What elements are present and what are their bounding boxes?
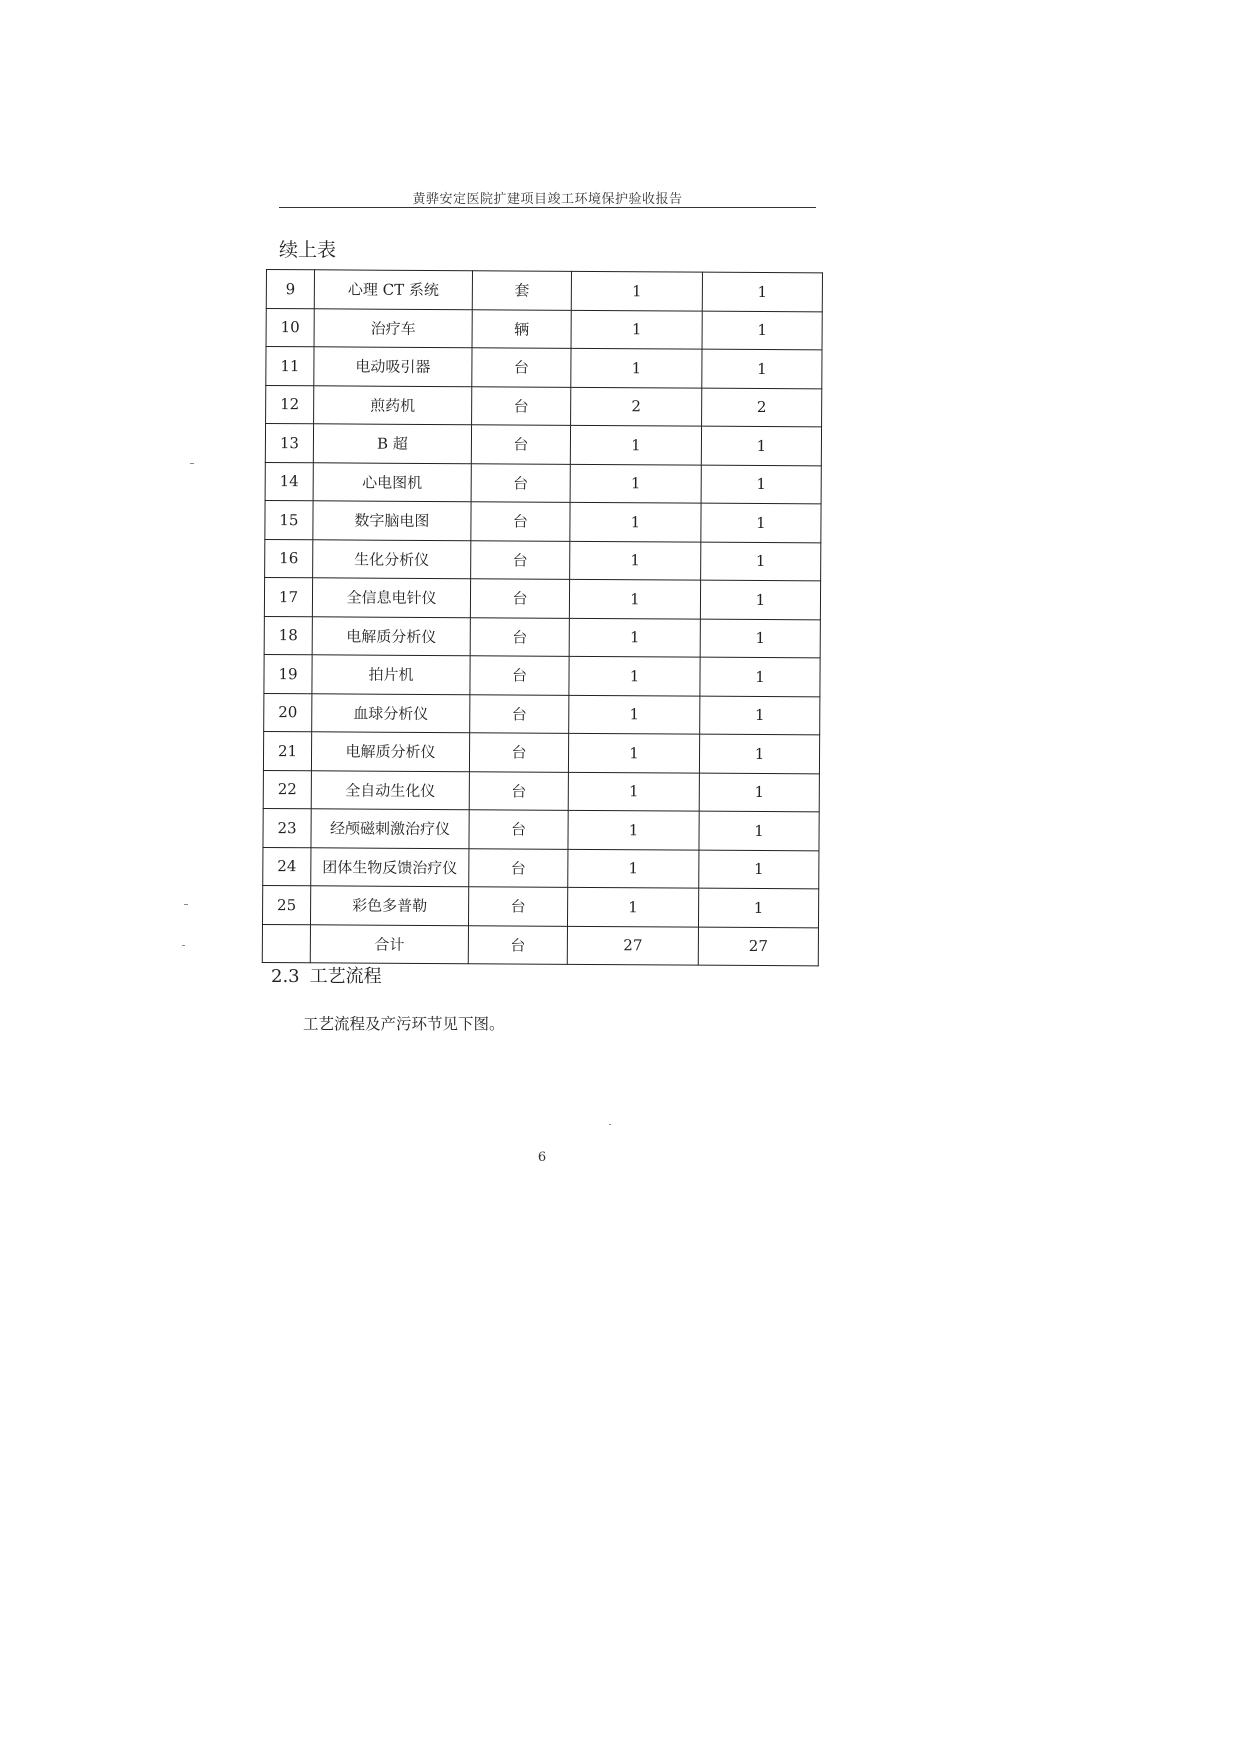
cell-quantity-2: 1 bbox=[701, 503, 821, 542]
cell-equipment-name: 电动吸引器 bbox=[314, 347, 472, 386]
cell-equipment-name: 经颅磁刺激治疗仪 bbox=[311, 809, 469, 848]
table-continued-label: 续上表 bbox=[279, 239, 337, 261]
table-row bbox=[264, 693, 820, 735]
cell-number: 20 bbox=[264, 693, 312, 732]
cell-unit: 台 bbox=[469, 810, 568, 849]
table-row bbox=[266, 270, 822, 312]
scan-speck bbox=[182, 945, 185, 946]
table-row bbox=[263, 770, 819, 812]
cell-unit: 辆 bbox=[472, 309, 571, 348]
cell-number: 24 bbox=[263, 847, 311, 886]
cell-equipment-name: 治疗车 bbox=[314, 308, 472, 347]
page-number: 6 bbox=[537, 1150, 547, 1165]
table-row bbox=[264, 654, 820, 696]
cell-quantity-1: 1 bbox=[571, 271, 702, 310]
equipment-table-body bbox=[262, 270, 822, 966]
header-rule bbox=[279, 207, 816, 208]
cell-unit: 台 bbox=[471, 463, 570, 502]
cell-quantity-2: 1 bbox=[701, 465, 821, 504]
cell-quantity-2: 1 bbox=[699, 734, 819, 773]
cell-number: 11 bbox=[266, 347, 314, 386]
table-row bbox=[265, 462, 821, 504]
cell-quantity-1: 1 bbox=[569, 695, 700, 734]
cell-equipment-name: B 超 bbox=[313, 424, 471, 463]
cell-quantity-2: 1 bbox=[700, 580, 820, 619]
cell-quantity-1: 1 bbox=[570, 502, 701, 541]
cell-quantity-2: 1 bbox=[698, 888, 818, 927]
equipment-table-container bbox=[262, 269, 822, 956]
cell-quantity-2: 1 bbox=[699, 811, 819, 850]
cell-quantity-1: 1 bbox=[569, 579, 700, 618]
cell-number: 25 bbox=[262, 885, 310, 924]
cell-quantity-1: 1 bbox=[569, 618, 700, 657]
cell-total-quantity-2: 27 bbox=[698, 927, 818, 966]
cell-equipment-name: 电解质分析仪 bbox=[311, 732, 469, 771]
cell-number: 13 bbox=[265, 424, 313, 463]
table-row bbox=[266, 385, 822, 427]
section-title: 工艺流程 bbox=[309, 966, 382, 987]
cell-equipment-name: 彩色多普勒 bbox=[310, 886, 468, 925]
cell-number: 10 bbox=[266, 308, 314, 347]
cell-quantity-2: 1 bbox=[701, 426, 821, 465]
equipment-table bbox=[262, 269, 823, 966]
cell-quantity-2: 1 bbox=[699, 773, 819, 812]
cell-quantity-1: 1 bbox=[568, 733, 699, 772]
page-header-title: 黄骅安定医院扩建项目竣工环境保护验收报告 bbox=[412, 192, 683, 207]
cell-quantity-2: 1 bbox=[700, 657, 820, 696]
table-row bbox=[263, 731, 819, 773]
cell-unit: 台 bbox=[472, 386, 571, 425]
cell-equipment-name: 全信息电针仪 bbox=[312, 578, 470, 617]
cell-quantity-2: 1 bbox=[700, 696, 820, 735]
cell-quantity-2: 1 bbox=[701, 542, 821, 581]
cell-quantity-1: 1 bbox=[571, 348, 702, 387]
cell-unit: 台 bbox=[470, 579, 569, 618]
cell-number: 12 bbox=[266, 385, 314, 424]
cell-quantity-2: 1 bbox=[699, 850, 819, 889]
table-row bbox=[264, 577, 820, 619]
cell-unit: 台 bbox=[470, 694, 569, 733]
cell-unit: 台 bbox=[468, 887, 567, 926]
cell-quantity-1: 1 bbox=[567, 887, 698, 926]
cell-unit: 台 bbox=[470, 656, 569, 695]
cell-number: 16 bbox=[265, 539, 313, 578]
cell-total-label: 合计 bbox=[310, 924, 468, 963]
cell-number: 21 bbox=[263, 731, 311, 770]
cell-quantity-1: 1 bbox=[570, 541, 701, 580]
cell-number bbox=[262, 924, 310, 963]
cell-equipment-name: 团体生物反馈治疗仪 bbox=[311, 847, 469, 886]
cell-unit: 台 bbox=[471, 540, 570, 579]
cell-equipment-name: 心理 CT 系统 bbox=[314, 270, 472, 309]
cell-unit: 台 bbox=[469, 771, 568, 810]
cell-quantity-2: 1 bbox=[702, 349, 822, 388]
cell-equipment-name: 拍片机 bbox=[312, 655, 470, 694]
cell-unit: 台 bbox=[470, 617, 569, 656]
cell-equipment-name: 电解质分析仪 bbox=[312, 616, 470, 655]
cell-equipment-name: 全自动生化仪 bbox=[311, 770, 469, 809]
section-heading bbox=[271, 962, 382, 988]
cell-quantity-1: 1 bbox=[571, 310, 702, 349]
cell-number: 18 bbox=[264, 616, 312, 655]
body-paragraph: 工艺流程及产污环节见下图。 bbox=[303, 1015, 505, 1033]
cell-number: 19 bbox=[264, 654, 312, 693]
cell-unit: 台 bbox=[471, 425, 570, 464]
cell-unit: 台 bbox=[469, 848, 568, 887]
table-row bbox=[266, 347, 822, 389]
cell-number: 9 bbox=[266, 270, 314, 309]
table-row bbox=[263, 808, 819, 850]
cell-number: 17 bbox=[264, 577, 312, 616]
cell-quantity-1: 1 bbox=[568, 772, 699, 811]
cell-quantity-1: 1 bbox=[570, 464, 701, 503]
cell-unit: 台 bbox=[468, 925, 567, 964]
cell-total-quantity-1: 27 bbox=[567, 926, 698, 965]
cell-equipment-name: 煎药机 bbox=[314, 385, 472, 424]
cell-equipment-name: 心电图机 bbox=[313, 462, 471, 501]
cell-equipment-name: 生化分析仪 bbox=[313, 539, 471, 578]
cell-number: 23 bbox=[263, 808, 311, 847]
cell-quantity-2: 1 bbox=[700, 619, 820, 658]
cell-equipment-name: 血球分析仪 bbox=[312, 693, 470, 732]
cell-equipment-name: 数字脑电图 bbox=[313, 501, 471, 540]
cell-quantity-1: 1 bbox=[568, 849, 699, 888]
cell-unit: 台 bbox=[471, 502, 570, 541]
section-number: 2.3 bbox=[271, 966, 300, 987]
cell-quantity-1: 1 bbox=[568, 810, 699, 849]
cell-number: 15 bbox=[265, 500, 313, 539]
table-row bbox=[264, 616, 820, 658]
cell-unit: 台 bbox=[469, 733, 568, 772]
cell-quantity-2: 1 bbox=[702, 311, 822, 350]
table-row bbox=[265, 500, 821, 542]
table-row bbox=[265, 539, 821, 581]
scan-speck bbox=[609, 1124, 611, 1125]
cell-quantity-2: 1 bbox=[702, 272, 822, 311]
cell-unit: 台 bbox=[472, 348, 571, 387]
cell-quantity-2: 2 bbox=[702, 388, 822, 427]
scan-speck bbox=[190, 463, 194, 464]
cell-quantity-1: 2 bbox=[571, 387, 702, 426]
scan-speck bbox=[184, 904, 188, 905]
table-row bbox=[263, 847, 819, 889]
cell-quantity-1: 1 bbox=[570, 425, 701, 464]
cell-unit: 套 bbox=[472, 271, 571, 310]
cell-number: 22 bbox=[263, 770, 311, 809]
cell-quantity-1: 1 bbox=[569, 656, 700, 695]
cell-number: 14 bbox=[265, 462, 313, 501]
table-total-row bbox=[262, 924, 818, 966]
table-row bbox=[265, 424, 821, 466]
table-row bbox=[266, 308, 822, 350]
table-row bbox=[262, 885, 818, 927]
